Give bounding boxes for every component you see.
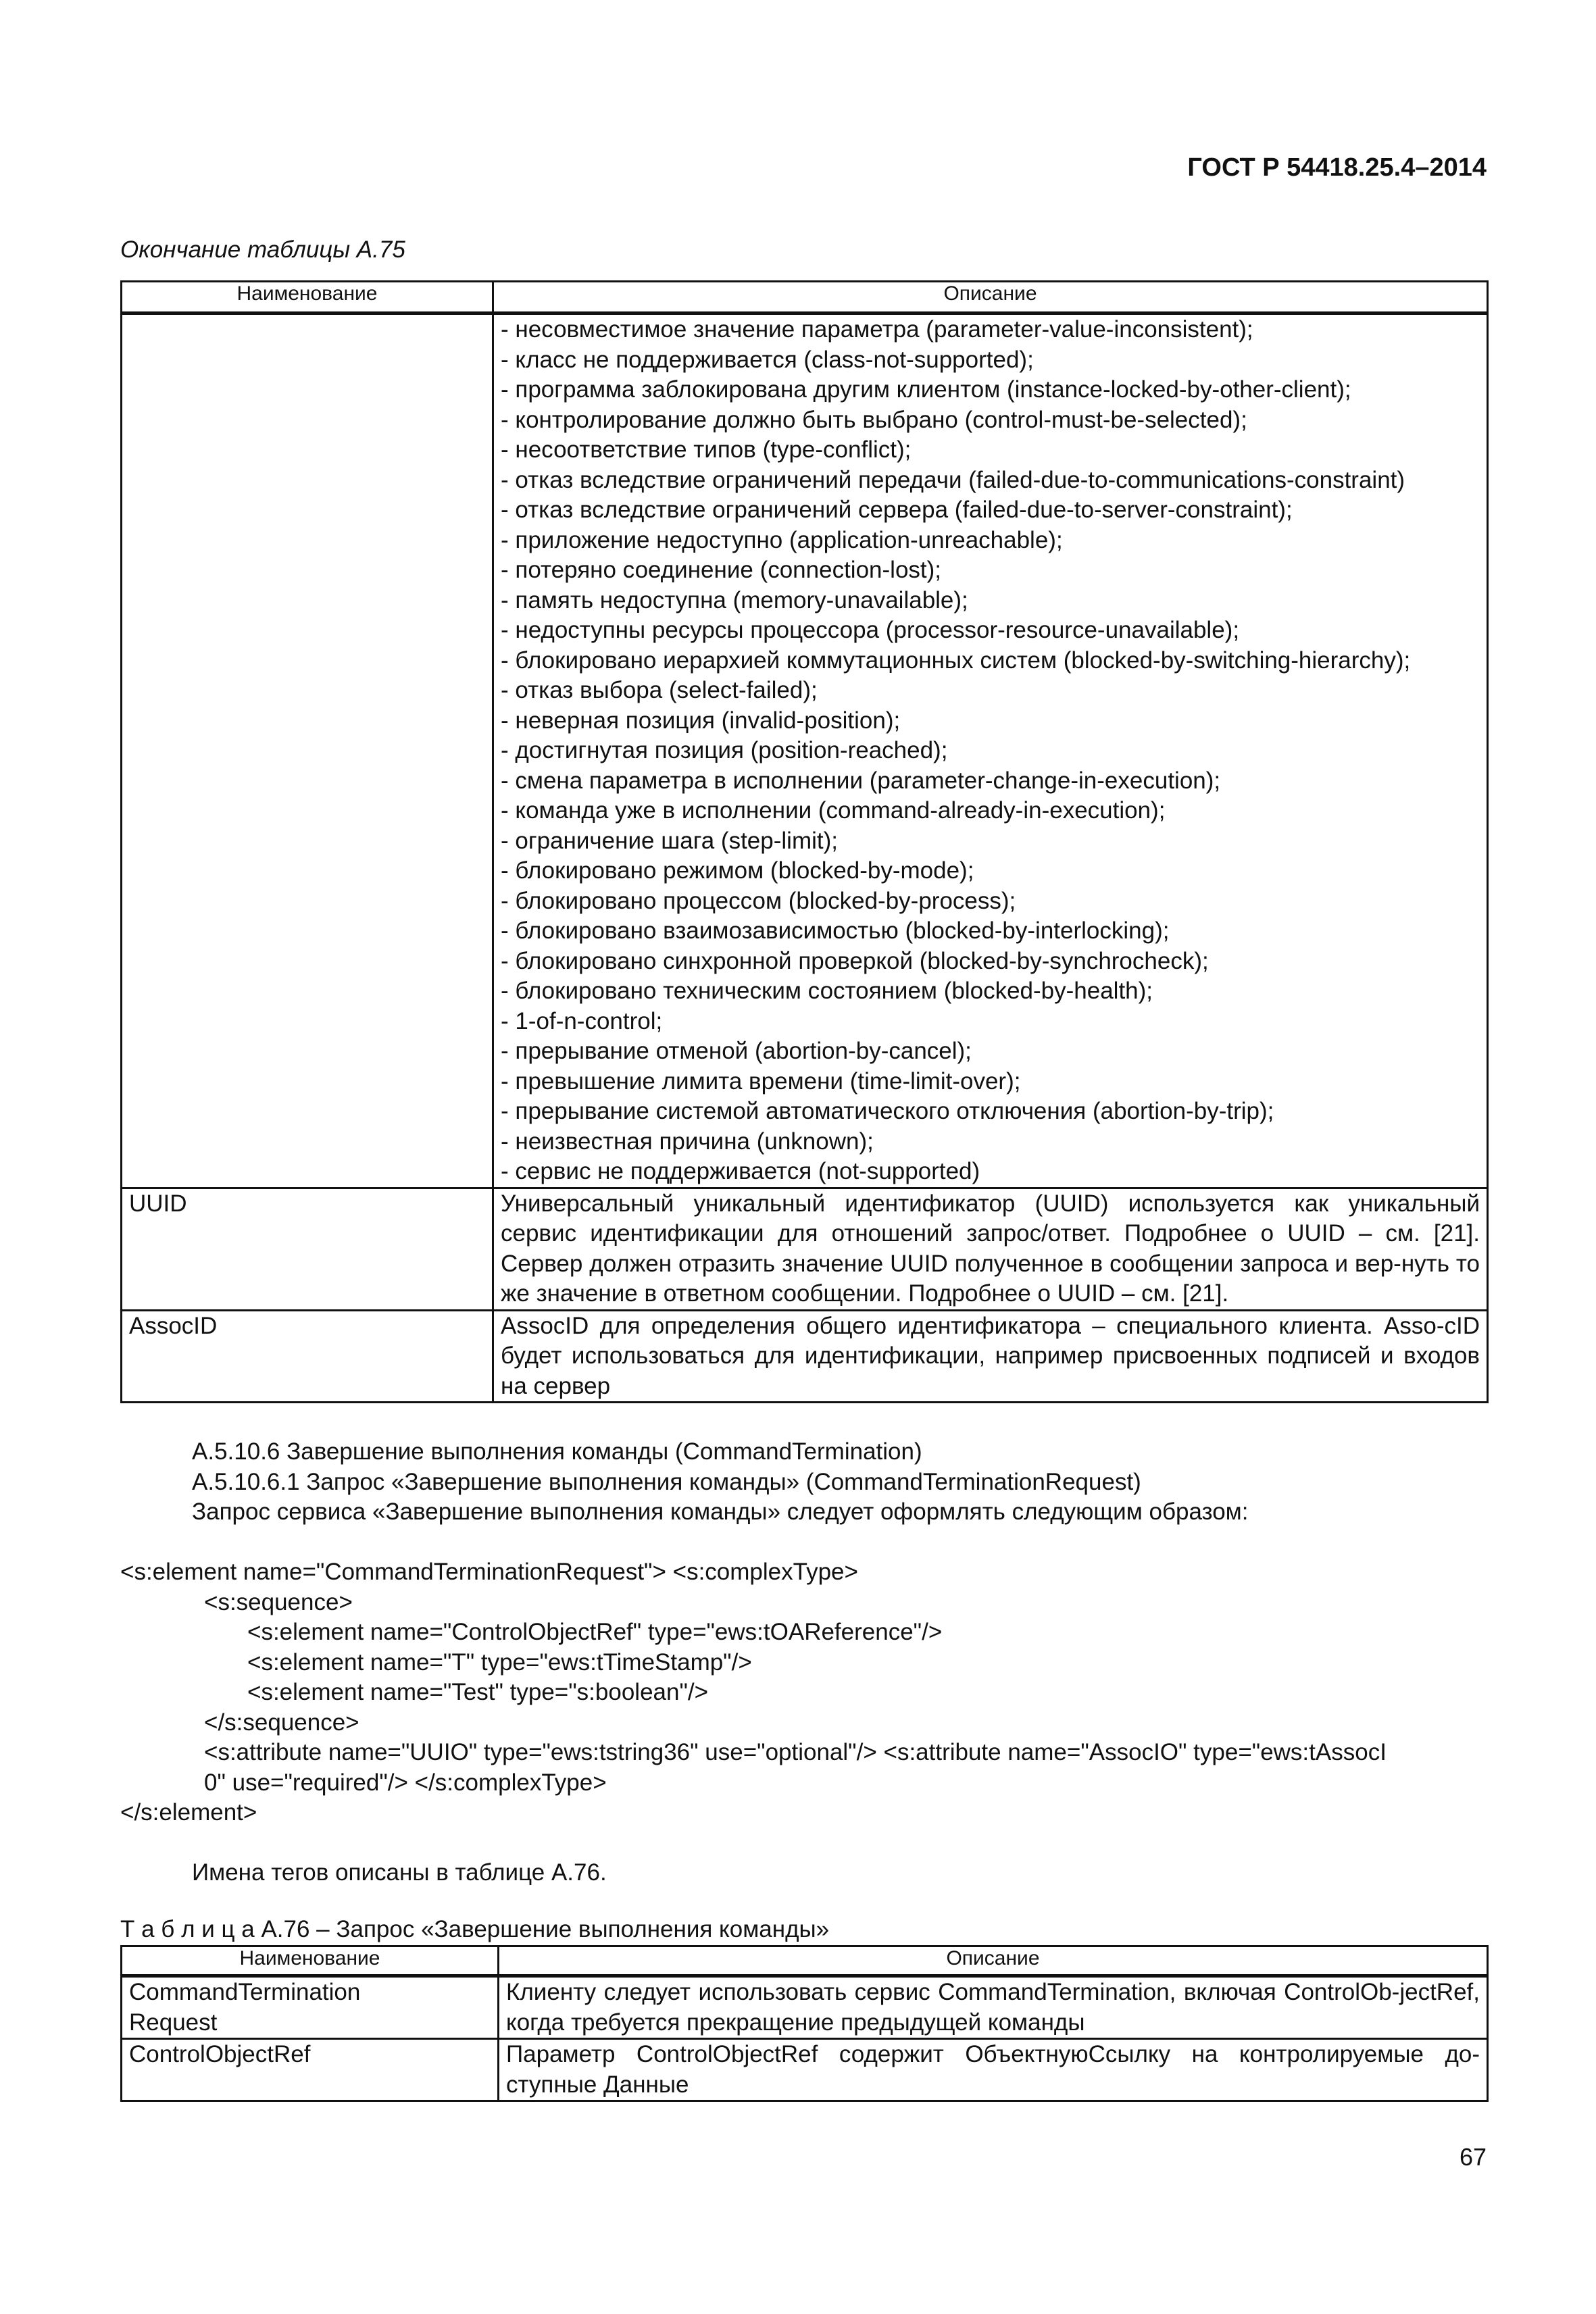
table-row bbox=[122, 1310, 1488, 1403]
error-code-line: - блокировано взаимозависимостью (blocked-by-interlocking); bbox=[501, 917, 1170, 944]
error-code-line: - контролирование должно быть выбрано (control-must-be-selected); bbox=[501, 406, 1247, 433]
document-standard-header: ГОСТ Р 54418.25.4–2014 bbox=[1187, 153, 1487, 182]
error-code-line: - 1-of-n-control; bbox=[501, 1007, 663, 1034]
error-code-line: - отказ вследствие ограничений передачи (failed-due-to-communications-constraint) bbox=[501, 466, 1405, 493]
error-code-line: - блокировано синхронной проверкой (blocked-by-synchrocheck); bbox=[501, 947, 1209, 974]
error-code-line: - достигнутая позиция (position-reached); bbox=[501, 737, 948, 763]
table-a75-row3-name: AssocID bbox=[122, 1310, 493, 1403]
section-heading-a5106: А.5.10.6 Завершение выполнения команды (CommandTermination) bbox=[192, 1438, 922, 1465]
error-code-line: - прерывание отменой (abortion-by-cancel); bbox=[501, 1038, 972, 1064]
error-code-line: - команда уже в исполнении (command-already-in-execution); bbox=[501, 797, 1166, 824]
code-line: </s:sequence> bbox=[204, 1709, 359, 1736]
error-code-line: - отказ вследствие ограничений сервера (failed-due-to-server-constraint); bbox=[501, 497, 1293, 523]
table-row bbox=[122, 1188, 1488, 1310]
table-row bbox=[122, 2039, 1488, 2101]
table-a75-row2-description: Универсальный уникальный идентификатор (UUID) используется как уникальный сервис идентификации для отношений запрос/ответ. Подробнее о UUID – см. [21]. Сервер должен отразить значение UUID полученное в сообщении запроса и вер-нуть то же значение в ответном сообщении. Подробнее о UUID – см. [21]. bbox=[493, 1188, 1488, 1310]
table-a76-row2-name bbox=[122, 2039, 499, 2101]
error-code-line: - программа заблокирована другим клиентом (instance-locked-by-other-client); bbox=[501, 376, 1351, 403]
page-number: 67 bbox=[1459, 2143, 1487, 2171]
code-line: <s:element name="Test" type="s:boolean"/> bbox=[247, 1679, 709, 1705]
code-line: <s:sequence> bbox=[204, 1588, 353, 1615]
error-code-line: - ограничение шага (step-limit); bbox=[501, 827, 838, 854]
error-code-line: - приложение недоступно (application-unreachable); bbox=[501, 526, 1063, 553]
code-line: <s:element name="ControlObjectRef" type="ews:tOAReference"/> bbox=[247, 1619, 943, 1645]
error-code-line: - класс не поддерживается (class-not-supported); bbox=[501, 346, 1034, 373]
table-a76-row2-name-line1: ControlObjectRef bbox=[129, 2041, 311, 2067]
table-a76 bbox=[120, 1945, 1489, 2102]
error-code-line: - прерывание системой автоматического отключения (abortion-by-trip); bbox=[501, 1098, 1274, 1124]
xml-code-block bbox=[120, 1557, 1487, 1828]
error-code-line: - сервис не поддерживается (not-supported) bbox=[501, 1158, 980, 1184]
error-code-line: - отказ выбора (select-failed); bbox=[501, 677, 818, 703]
table-a75 bbox=[120, 280, 1489, 1403]
error-code-line: - неверная позиция (invalid-position); bbox=[501, 707, 901, 734]
error-code-line: - потеряно соединение (connection-lost); bbox=[501, 557, 942, 583]
table-a75-row1-name bbox=[122, 313, 493, 1188]
table-a75-row2-name: UUID bbox=[122, 1188, 493, 1310]
table-row bbox=[122, 313, 1488, 1188]
code-line: <s:attribute name="UUIO" type="ews:tstring36" use="optional"/> <s:attribute name="AssocIO" type="ews:tAssocI bbox=[204, 1739, 1387, 1765]
table-a76-row1-name-line2: Request bbox=[129, 2009, 218, 2036]
table-a76-caption: Т а б л и ц а А.76 – Запрос «Завершение выполнения команды» bbox=[120, 1916, 830, 1942]
error-code-line: - несоответствие типов (type-conflict); bbox=[501, 436, 912, 463]
table-a75-row1-description bbox=[493, 313, 1488, 1188]
code-line: 0" use="required"/> </s:complexType> bbox=[204, 1769, 607, 1796]
table-a75-row3-description: AssocID для определения общего идентификатора – специального клиента. Asso-cID будет использоваться для идентификации, например присвоенных подписей и входов на сервер bbox=[493, 1310, 1488, 1403]
error-code-line: - превышение лимита времени (time-limit-over); bbox=[501, 1067, 1021, 1095]
table-a75-caption: Окончание таблицы А.75 bbox=[120, 236, 405, 263]
table-a75-header-description: Описание bbox=[493, 282, 1488, 313]
table-row bbox=[122, 1976, 1488, 2039]
table-a76-header-description: Описание bbox=[499, 1946, 1488, 1976]
error-code-line: - память недоступна (memory-unavailable); bbox=[501, 586, 968, 613]
error-code-line: - неизвестная причина (unknown); bbox=[501, 1128, 874, 1155]
error-code-line: - недоступны ресурсы процессора (processor-resource-unavailable); bbox=[501, 617, 1240, 643]
table-a76-row1-name-line1: CommandTermination bbox=[129, 1979, 361, 2005]
table-a76-row2-description: Параметр ControlObjectRef содержит ОбъектнуюСсылку на контролируемые до-ступные Данные bbox=[499, 2039, 1488, 2101]
table-a76-row1-name bbox=[122, 1976, 499, 2039]
section-intro-paragraph: Запрос сервиса «Завершение выполнения команды» следует оформлять следующим образом: bbox=[192, 1499, 1249, 1525]
section-text bbox=[120, 1437, 1487, 1528]
tags-note-text: Имена тегов описаны в таблице А.76. bbox=[192, 1859, 607, 1886]
code-line: </s:element> bbox=[120, 1799, 257, 1826]
code-line: <s:element name="T" type="ews:tTimeStamp"/> bbox=[247, 1649, 752, 1676]
code-line: <s:element name="CommandTerminationRequest"> <s:complexType> bbox=[120, 1559, 858, 1585]
tags-note-paragraph bbox=[120, 1858, 1487, 1888]
error-code-line: - смена параметра в исполнении (parameter-change-in-execution); bbox=[501, 767, 1221, 794]
table-a75-header-name: Наименование bbox=[122, 282, 493, 313]
error-code-line: - блокировано иерархией коммутационных систем (blocked-by-switching-hierarchy); bbox=[501, 647, 1411, 674]
table-a76-header-name: Наименование bbox=[122, 1946, 499, 1976]
error-code-line: - блокировано процессом (blocked-by-process); bbox=[501, 887, 1016, 914]
section-heading-a51061: А.5.10.6.1 Запрос «Завершение выполнения команды» (CommandTerminationRequest) bbox=[192, 1468, 1141, 1495]
error-code-line: - блокировано режимом (blocked-by-mode); bbox=[501, 857, 974, 884]
table-a76-row1-description: Клиенту следует использовать сервис CommandTermination, включая ControlOb-jectRef, когда требуется прекращение предыдущей команды bbox=[499, 1976, 1488, 2039]
error-code-line: - блокировано техническим состоянием (blocked-by-health); bbox=[501, 978, 1153, 1004]
error-code-line: - несовместимое значение параметра (parameter-value-inconsistent); bbox=[501, 316, 1253, 343]
